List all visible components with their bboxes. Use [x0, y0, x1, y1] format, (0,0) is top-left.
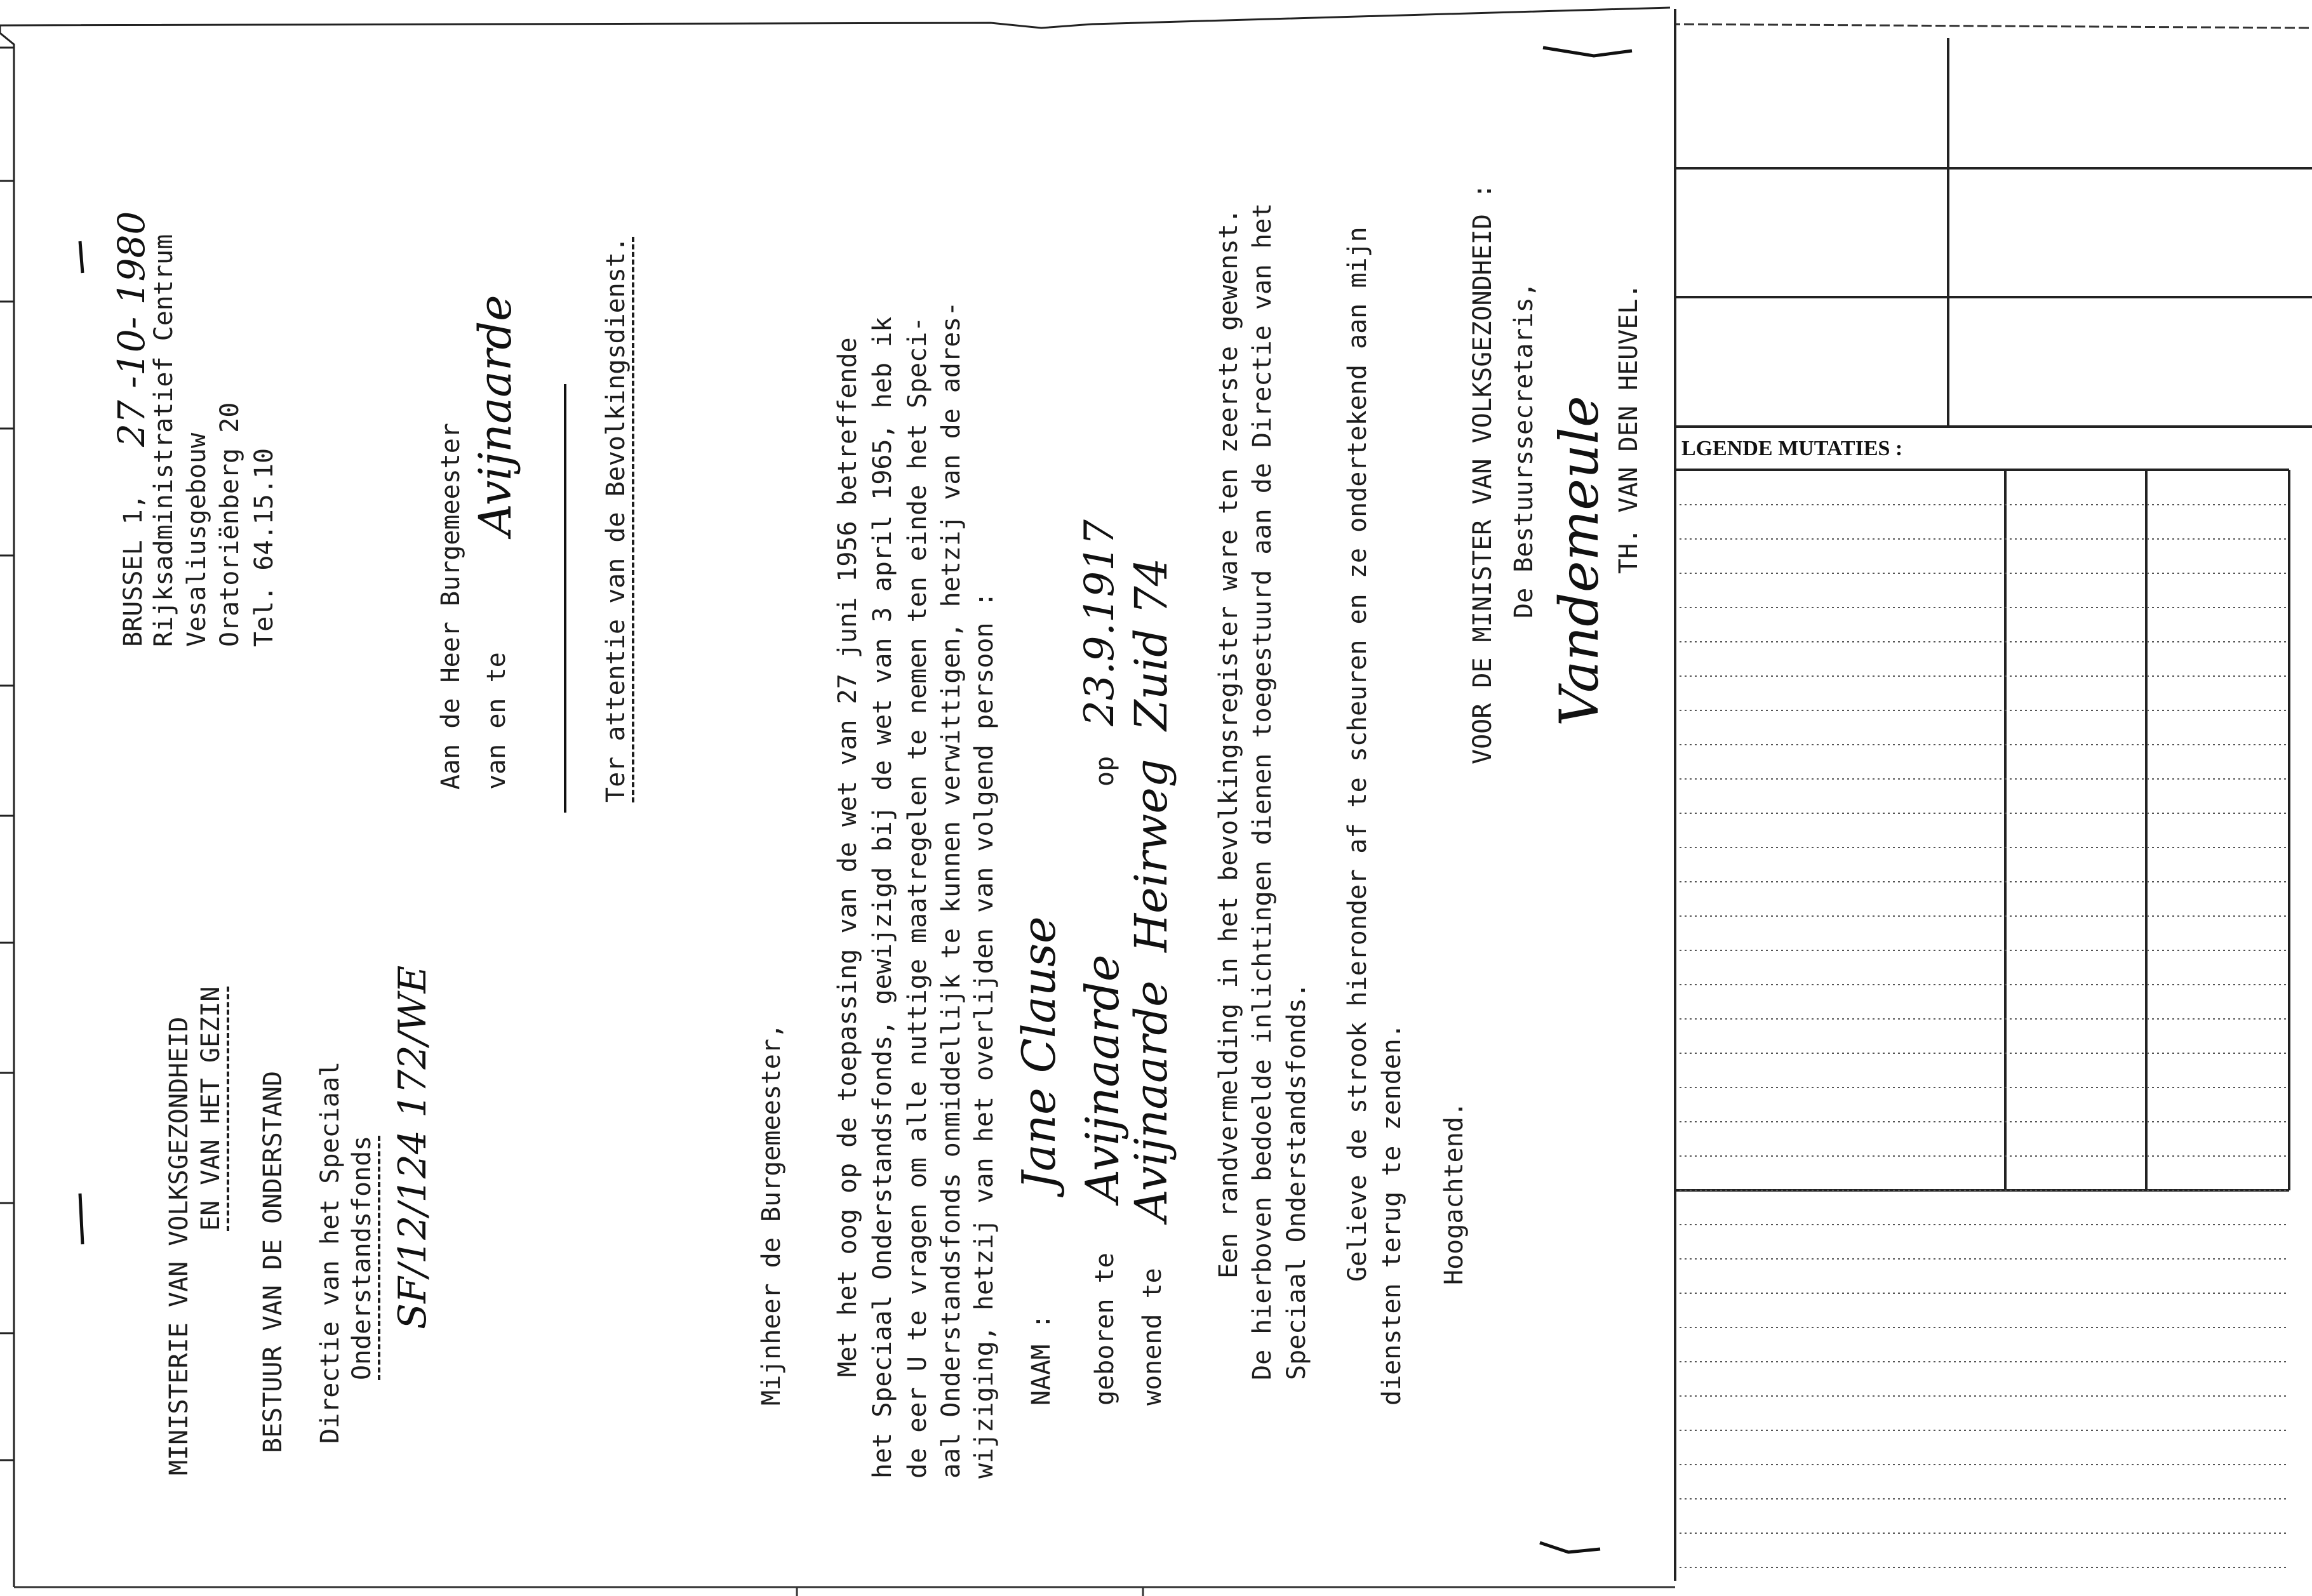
attention-line: Ter attentie van de Bevolkingsdienst. [601, 236, 631, 802]
signature-line2: De Bestuurssecretaris, [1509, 282, 1539, 618]
administration-name: BESTUUR VAN DE ONDERSTAND [258, 1070, 288, 1453]
born-place: Avijnaarde [1076, 954, 1129, 1202]
paragraph2-line3: Speciaal Onderstandsfonds. [1282, 982, 1311, 1380]
paragraph1-line1: Met het oog op de toepassing van de wet van 27 juni 1956 betreffende [833, 337, 862, 1377]
paragraph1-line5: wijziging, hetzij van het overlijden van volgend persoon : [970, 592, 999, 1479]
name-value: Jane Clause [1012, 916, 1066, 1190]
ministry-name-line2: EN VAN HET GEZIN [196, 986, 225, 1231]
signatory-name: TH. VAN DEN HEUVEL. [1614, 283, 1643, 574]
signature-line1: VOOR DE MINISTER VAN VOLKSGEZONDHEID : [1468, 183, 1497, 764]
sender-line5: Tel. 64.15.10 [250, 448, 279, 647]
sender-city: BRUSSEL 1, [119, 494, 148, 647]
direction-line2: Onderstandsfonds [347, 1135, 377, 1380]
name-label: NAAM : [1027, 1313, 1056, 1406]
paragraph3-line2: diensten terug te zenden. [1377, 1023, 1407, 1406]
salutation: Mijnheer de Burgemeester, [757, 1023, 786, 1406]
ministry-name: MINISTERIE VAN VOLKSGEZONDHEID [164, 1016, 194, 1475]
paragraph2-line2: De hierboven bedoelde inlichtingen dienen toegestuurd aan de Directie van het [1248, 203, 1277, 1380]
paragraph2-line1: Een randvermelding in het bevolkingsregister ware ten zeerste gewenst. [1214, 208, 1243, 1279]
handwritten-signature: Vandemeule [1548, 396, 1610, 726]
addressee-line2: van en te [482, 652, 511, 790]
sender-line4: Oratoriënberg 20 [215, 402, 244, 647]
letter-date: 27 -10- 1980 [110, 211, 153, 447]
mutations-header: LGENDE MUTATIES : [1681, 437, 1903, 460]
paragraph1-line3: de eer U te vragen om alle nuttige maatregelen te nemen ten einde het Speci- [903, 316, 932, 1479]
reference-number: SF/12/124 172/WE [391, 965, 435, 1329]
born-label: geboren te [1090, 1253, 1119, 1406]
paragraph1-line4: aal Onderstandsfonds onmiddellijk te kunnen verwittigen, hetzij van de adres- [937, 301, 966, 1479]
sender-line2: Rijksadministratief Centrum [149, 234, 178, 647]
sender-line3: Vesaliusgebouw [182, 432, 211, 647]
closing: Hoogachtend. [1440, 1101, 1469, 1285]
living-place: Avijnaarde Heirweg Zuid 74 [1125, 557, 1177, 1221]
paragraph1-line2: het Speciaal Onderstandsfonds, gewijzigd bij de wet van 3 april 1965, heb ik [868, 316, 897, 1479]
paragraph3-line1: Gelieve de strook hieronder af te scheuren en ze ondertekend aan mijn [1343, 227, 1372, 1282]
addressee-line1: Aan de Heer Burgemeester [436, 423, 465, 790]
born-on-label: op [1090, 755, 1119, 787]
born-date: 23.9.1917 [1076, 519, 1123, 726]
living-label: wonend te [1138, 1268, 1167, 1406]
addressee-municipality: Avijnaarde [469, 295, 521, 536]
direction-line1: Directie van het Speciaal [316, 1061, 345, 1444]
